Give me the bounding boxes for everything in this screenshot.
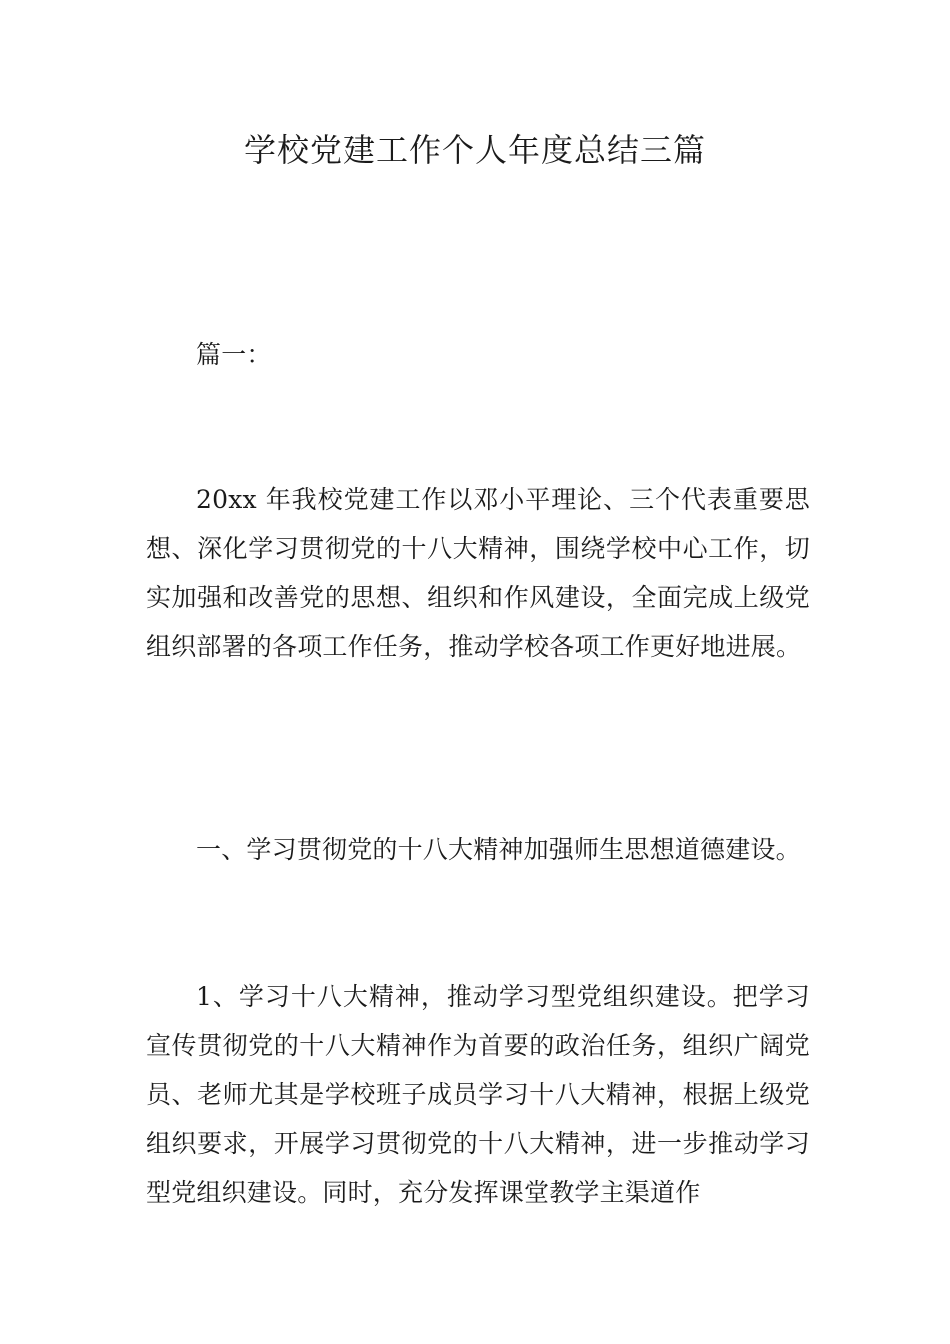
document-title: 学校党建工作个人年度总结三篇: [243, 131, 706, 169]
section-heading: 一、学习贯彻党的十八大精神加强师生思想道德建设。: [196, 835, 801, 864]
item-paragraph: 1、学习十八大精神，推动学习型党组织建设。把学习宣传贯彻党的十八大精神作为首要的政治任务，组织广阔党员、老师尤其是学校班子成员学习十八大精神，根据上级党组织要求，开展学习贯彻党的十八大精神，进一步推动学习型党组织建设。同时，充分发挥课堂教学主渠道作: [146, 982, 810, 1207]
intro-paragraph: 20xx 年我校党建工作以邓小平理论、三个代表重要思想、深化学习贯彻党的十八大精神，围绕学校中心工作，切实加强和改善党的思想、组织和作风建设，全面完成上级党组织部署的各项工作任务，推动学校各项工作更好地进展。: [146, 485, 810, 661]
part-heading: 篇一：: [196, 340, 272, 369]
